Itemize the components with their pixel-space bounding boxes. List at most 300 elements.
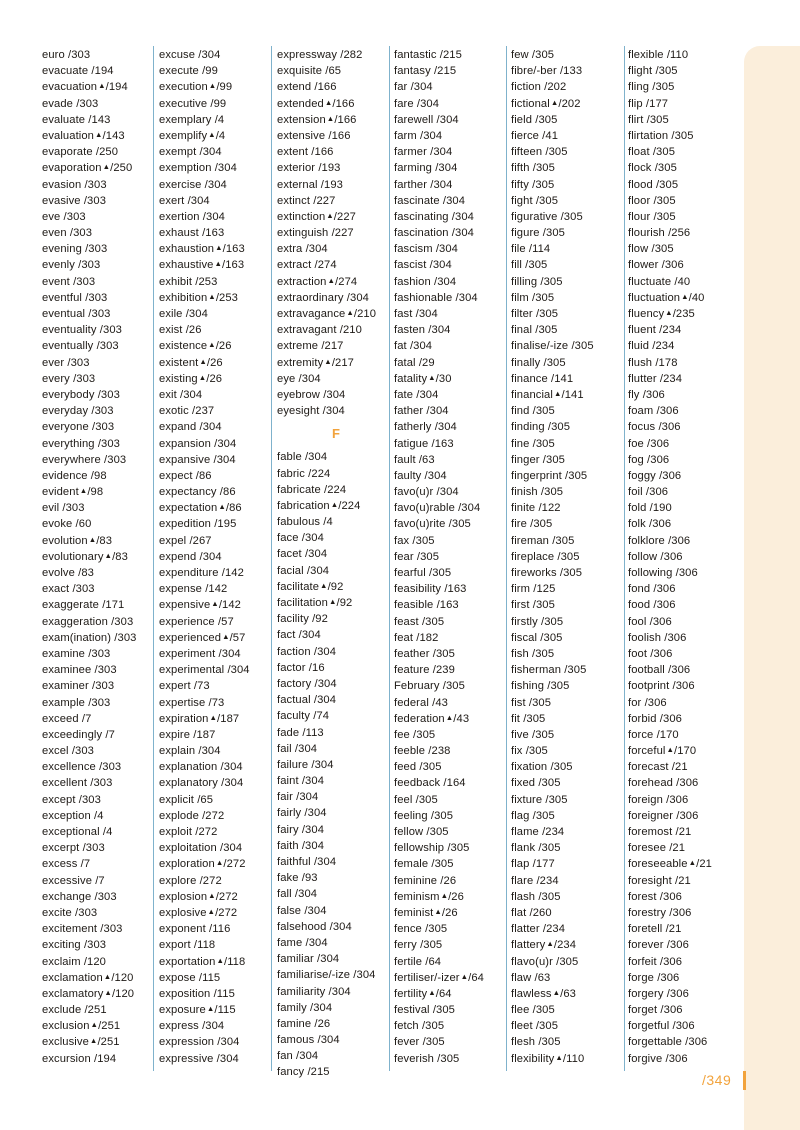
- index-entry: evaporation▲/250: [42, 162, 133, 175]
- index-entry: existent▲/26: [159, 356, 223, 369]
- derivative-marker-icon: ▲: [553, 388, 562, 398]
- index-entry: foremost /21: [628, 826, 692, 838]
- index-entry: examine /303: [42, 647, 111, 660]
- index-entry: farmer /304: [394, 146, 453, 159]
- index-entry: excite /303: [42, 906, 98, 919]
- index-entry: faculty /74: [277, 710, 330, 723]
- index-entry: flee /305: [511, 1004, 555, 1017]
- derivative-marker-icon: ▲: [326, 113, 335, 123]
- index-entry: food /306: [628, 599, 676, 612]
- index-entry: factor /16: [277, 661, 325, 674]
- index-entry: feed /305: [394, 761, 442, 774]
- index-entry: expiration▲/187: [159, 712, 240, 725]
- index-entry: excellent /303: [42, 777, 113, 790]
- index-entry: excitement /303: [42, 923, 123, 936]
- index-entry: fine /305: [511, 437, 555, 450]
- index-entry: flexible /110: [628, 49, 689, 61]
- index-entry: expert /73: [159, 680, 210, 693]
- index-entry: faulty /304: [394, 469, 447, 482]
- index-entry: expenditure /142: [159, 567, 244, 579]
- index-entry: fantastic /215: [394, 49, 462, 61]
- index-entry: fascism /304: [394, 243, 458, 256]
- index-entry: for /306: [628, 696, 667, 709]
- index-entry: foolish /306: [628, 631, 687, 644]
- index-entry: fiction /202: [511, 81, 567, 94]
- index-entry: fiscal /305: [511, 631, 563, 644]
- index-entry: foreigner /306: [628, 809, 699, 822]
- index-entry: figurative /305: [511, 210, 583, 223]
- index-entry: feather /305: [394, 647, 455, 660]
- index-entry: father /304: [394, 405, 449, 418]
- derivative-marker-icon: ▲: [215, 243, 223, 253]
- index-entry: fertility▲/64: [394, 987, 452, 1000]
- index-entry: fishing /305: [511, 680, 570, 693]
- index-entry: foreign /306: [628, 793, 689, 806]
- index-entry: fifth /305: [511, 162, 555, 175]
- derivative-marker-icon: ▲: [320, 580, 328, 590]
- derivative-marker-icon: ▲: [665, 308, 673, 317]
- derivative-marker-icon: ▲: [207, 906, 216, 916]
- index-entry: fluctuation▲/40: [628, 291, 705, 304]
- index-entry: exploration▲/272: [159, 858, 246, 871]
- index-entry: expertise /73: [159, 696, 225, 709]
- index-entry: evasive /303: [42, 194, 107, 207]
- index-entry: final /305: [511, 324, 558, 337]
- index-entry: fascination /304: [394, 227, 474, 240]
- index-entry: fond /306: [628, 583, 676, 596]
- index-entry: fight /305: [511, 194, 559, 207]
- index-entry: exam(ination) /303: [42, 631, 137, 644]
- index-entry: fly /306: [628, 388, 665, 401]
- derivative-marker-icon: ▲: [214, 259, 223, 269]
- derivative-marker-icon: ▲: [328, 597, 337, 606]
- index-entry: eventuality /303: [42, 324, 122, 337]
- index-entry: fair /304: [277, 791, 319, 804]
- section-letter: F: [332, 426, 340, 442]
- index-entry: footprint /306: [628, 680, 695, 693]
- index-entry: fold /190: [628, 502, 672, 515]
- index-entry: foreseeable▲/21: [628, 858, 712, 871]
- index-entry: factory /304: [277, 677, 337, 690]
- index-entry: flag /305: [511, 809, 555, 822]
- index-entry: feminist▲/26: [394, 906, 458, 919]
- index-entry: ever /303: [42, 356, 90, 369]
- index-entry: federal /43: [394, 696, 448, 709]
- index-entry: expel /267: [159, 534, 212, 547]
- index-entry: fluid /234: [628, 340, 675, 353]
- index-entry: flaw /63: [511, 971, 551, 984]
- index-entry: float /305: [628, 146, 676, 159]
- index-entry: familiarity /304: [277, 985, 351, 998]
- index-entry: extra /304: [277, 243, 328, 256]
- derivative-marker-icon: ▲: [218, 502, 226, 512]
- index-entry: execution▲/99: [159, 81, 233, 94]
- index-entry: fancy /215: [277, 1066, 330, 1079]
- index-entry: foot /306: [628, 647, 673, 660]
- index-entry: extinction▲/227: [277, 210, 356, 223]
- index-entry: eyebrow /304: [277, 388, 346, 401]
- derivative-marker-icon: ▲: [208, 129, 216, 139]
- index-entry: finite /122: [511, 502, 561, 515]
- index-entry: female /305: [394, 858, 454, 871]
- index-entry: expense /142: [159, 583, 228, 596]
- derivative-marker-icon: ▲: [681, 291, 689, 301]
- index-entry: eye /304: [277, 372, 321, 385]
- index-entry: exclusion▲/251: [42, 1020, 121, 1033]
- index-entry: exponent /116: [159, 923, 231, 936]
- index-entry: finalise/-ize /305: [511, 340, 594, 353]
- index-entry: exposition /115: [159, 987, 235, 1000]
- index-entry: forceful▲/170: [628, 745, 697, 758]
- index-entry: file /114: [511, 243, 551, 256]
- index-entry: everyday /303: [42, 405, 114, 418]
- index-entry: fame /304: [277, 936, 328, 949]
- index-entry: facet /304: [277, 548, 328, 561]
- index-entry: fear /305: [394, 550, 440, 563]
- index-entry: fan /304: [277, 1050, 319, 1063]
- index-entry: everything /303: [42, 437, 120, 450]
- index-entry: exceedingly /7: [42, 728, 115, 741]
- index-entry: falsehood /304: [277, 920, 352, 933]
- index-entry: fee /305: [394, 728, 436, 741]
- derivative-marker-icon: ▲: [222, 631, 230, 641]
- index-entry: existence▲/26: [159, 340, 232, 353]
- index-entry: familiarise/-ize /304: [277, 969, 376, 982]
- index-entry: forfeit /306: [628, 955, 683, 968]
- index-entry: fascist /304: [394, 259, 452, 272]
- index-entry: faint /304: [277, 775, 325, 788]
- index-entry: fling /305: [628, 81, 675, 94]
- index-entry: exhibit /253: [159, 275, 218, 288]
- index-entry: evenly /303: [42, 259, 101, 272]
- index-entry: fascinate /304: [394, 194, 466, 207]
- index-entry: expressive /304: [159, 1052, 239, 1065]
- index-entry: expansive /304: [159, 453, 236, 466]
- index-entry: evolutionary▲/83: [42, 550, 128, 563]
- derivative-marker-icon: ▲: [209, 712, 218, 722]
- derivative-marker-icon: ▲: [346, 308, 354, 317]
- index-entry: extent /166: [277, 146, 334, 159]
- index-entry: forget /306: [628, 1004, 683, 1017]
- index-entry: fabrication▲/224: [277, 499, 361, 512]
- index-entry: exportation▲/118: [159, 955, 246, 968]
- derivative-marker-icon: ▲: [98, 81, 106, 91]
- index-entry: everybody /303: [42, 388, 120, 401]
- index-entry: few /305: [511, 49, 555, 61]
- index-entry: fertiliser/-izer▲/64: [394, 971, 485, 984]
- index-entry: external /193: [277, 178, 343, 191]
- index-entry: expend /304: [159, 550, 222, 563]
- index-entry: face /304: [277, 532, 324, 545]
- index-entry: flip /177: [628, 97, 669, 110]
- index-entry: false /304: [277, 904, 327, 917]
- index-entry: feeling /305: [394, 809, 454, 822]
- derivative-marker-icon: ▲: [552, 987, 561, 997]
- derivative-marker-icon: ▲: [688, 858, 697, 868]
- index-entry: express /304: [159, 1020, 225, 1033]
- index-entry: fat /304: [394, 340, 433, 353]
- index-entry: examinee /303: [42, 664, 117, 677]
- index-entry: finally /305: [511, 356, 566, 369]
- index-entry: eve /303: [42, 210, 86, 223]
- index-entry: exempt /304: [159, 146, 222, 159]
- index-entry: five /305: [511, 728, 555, 741]
- index-entry: fit /305: [511, 712, 546, 725]
- index-entry: flatter /234: [511, 923, 566, 936]
- index-entry: feverish /305: [394, 1052, 460, 1065]
- index-entry: fate /304: [394, 388, 439, 401]
- index-entry: farewell /304: [394, 113, 459, 126]
- derivative-marker-icon: ▲: [445, 712, 454, 722]
- index-entry: eventually /303: [42, 340, 119, 353]
- index-entry: fluent /234: [628, 324, 682, 337]
- index-entry: feedback /164: [394, 777, 466, 790]
- index-entry: forgetful /306: [628, 1020, 695, 1033]
- index-entry: fifteen /305: [511, 146, 568, 159]
- index-entry: flock /305: [628, 162, 677, 175]
- index-entry: flourish /256: [628, 227, 691, 240]
- index-entry: except /303: [42, 793, 101, 806]
- index-entry: firstly /305: [511, 615, 564, 628]
- index-entry: feat /182: [394, 631, 439, 644]
- index-entry: foil /306: [628, 486, 669, 499]
- index-entry: event /303: [42, 275, 96, 288]
- index-entry: fable /304: [277, 451, 328, 464]
- derivative-marker-icon: ▲: [216, 955, 224, 965]
- index-entry: fare /304: [394, 97, 440, 110]
- index-entry: favo(u)r /304: [394, 486, 459, 499]
- index-entry: fire /305: [511, 518, 553, 531]
- index-entry: expectancy /86: [159, 486, 236, 499]
- derivative-marker-icon: ▲: [88, 534, 97, 544]
- index-entry: exception /4: [42, 809, 104, 822]
- index-entry: flexibility▲/110: [511, 1052, 585, 1065]
- index-entry: extreme /217: [277, 340, 344, 353]
- index-entry: familiar /304: [277, 953, 340, 966]
- index-entry: experimental /304: [159, 664, 250, 677]
- index-entry: experienced▲/57: [159, 631, 246, 644]
- index-entry: finger /305: [511, 453, 565, 466]
- index-entry: fist /305: [511, 696, 552, 709]
- index-entry: flame /234: [511, 826, 565, 838]
- index-entry: extract /274: [277, 259, 337, 272]
- index-column-5: [511, 47, 629, 1067]
- index-entry: executive /99: [159, 97, 227, 110]
- index-entry: exotic /237: [159, 405, 215, 418]
- index-entry: factual /304: [277, 694, 337, 707]
- index-entry: farming /304: [394, 162, 458, 175]
- index-entry: federation▲/43: [394, 712, 470, 725]
- index-entry: extraordinary /304: [277, 291, 369, 304]
- index-entry: fever /305: [394, 1036, 445, 1049]
- index-entry: fool /306: [628, 615, 672, 628]
- index-entry: fetch /305: [394, 1020, 445, 1033]
- index-entry: forbid /306: [628, 712, 682, 725]
- page-number: /349: [702, 1072, 732, 1088]
- index-entry: fatal /29: [394, 356, 435, 369]
- index-entry: find /305: [511, 405, 555, 418]
- index-entry: exclamation▲/120: [42, 971, 134, 984]
- index-entry: flare /234: [511, 874, 559, 887]
- index-entry: expedition /195: [159, 518, 237, 531]
- index-entry: faith /304: [277, 839, 325, 852]
- index-entry: follow /306: [628, 550, 683, 563]
- index-entry: exemption /304: [159, 162, 237, 175]
- index-entry: evolve /83: [42, 567, 94, 579]
- index-entry: exclude /251: [42, 1004, 107, 1017]
- index-entry: exhaust /163: [159, 227, 225, 240]
- index-entry: forecast /21: [628, 761, 688, 774]
- index-entry: exert /304: [159, 194, 210, 207]
- derivative-marker-icon: ▲: [460, 971, 469, 981]
- index-entry: exclaim /120: [42, 955, 107, 968]
- index-entry: forgive /306: [628, 1052, 688, 1065]
- index-entry: evaluate /143: [42, 113, 111, 126]
- index-entry: feature /239: [394, 664, 455, 677]
- index-entry: exhaustive▲/163: [159, 259, 245, 272]
- index-entry: every /303: [42, 372, 96, 385]
- index-entry: facial /304: [277, 564, 330, 577]
- index-entry: finding /305: [511, 421, 571, 434]
- index-entry: existing▲/26: [159, 372, 223, 385]
- index-entry: famous /304: [277, 1034, 340, 1047]
- derivative-marker-icon: ▲: [324, 97, 333, 107]
- index-entry: fixation /305: [511, 761, 573, 774]
- index-entry: fake /93: [277, 872, 318, 885]
- index-entry: fashion /304: [394, 275, 457, 288]
- index-entry: floor /305: [628, 194, 676, 207]
- index-entry: extensive /166: [277, 129, 351, 142]
- index-entry: flirtation /305: [628, 129, 694, 142]
- index-entry: first /305: [511, 599, 555, 612]
- derivative-marker-icon: ▲: [90, 1020, 99, 1030]
- derivative-marker-icon: ▲: [79, 486, 88, 496]
- index-entry: forge /306: [628, 971, 680, 984]
- index-entry: fireworks /305: [511, 567, 583, 579]
- index-entry: folklore /306: [628, 534, 691, 547]
- index-entry: excessive /7: [42, 874, 105, 887]
- index-entry: forgettable /306: [628, 1036, 708, 1049]
- index-entry: forest /306: [628, 890, 682, 903]
- index-entry: evening /303: [42, 243, 108, 256]
- derivative-marker-icon: ▲: [326, 210, 334, 220]
- derivative-marker-icon: ▲: [215, 858, 224, 868]
- index-entry: feasible /163: [394, 599, 459, 612]
- index-entry: fog /306: [628, 453, 670, 466]
- index-entry: fierce /41: [511, 129, 559, 142]
- index-entry: forehead /306: [628, 777, 699, 790]
- index-entry: excursion /194: [42, 1052, 117, 1065]
- index-entry: exceptional /4: [42, 826, 113, 838]
- index-entry: flattery▲/234: [511, 939, 577, 952]
- derivative-marker-icon: ▲: [330, 499, 339, 509]
- index-column-4: [394, 47, 512, 1067]
- index-entry: flour /305: [628, 210, 676, 223]
- index-entry: expression /304: [159, 1036, 240, 1049]
- index-entry: expressway /282: [277, 49, 363, 61]
- derivative-marker-icon: ▲: [434, 906, 442, 916]
- index-entry: finish /305: [511, 486, 564, 499]
- index-entry: facility /92: [277, 613, 328, 626]
- index-entry: February /305: [394, 680, 465, 693]
- index-entry: fabric /224: [277, 467, 331, 480]
- index-entry: extinguish /227: [277, 227, 354, 240]
- index-entry: festival /305: [394, 1004, 456, 1017]
- index-entry: flirt /305: [628, 113, 669, 126]
- index-entry: fabricate /224: [277, 483, 347, 496]
- derivative-marker-icon: ▲: [199, 356, 207, 366]
- index-entry: foggy /306: [628, 469, 682, 482]
- index-entry: feel /305: [394, 793, 438, 806]
- index-entry: fifty /305: [511, 178, 555, 191]
- index-entry: evaporate /250: [42, 146, 119, 159]
- index-entry: evacuate /194: [42, 65, 114, 78]
- index-entry: explanatory /304: [159, 777, 244, 790]
- index-entry: flavo(u)r /305: [511, 955, 579, 968]
- index-entry: exertion /304: [159, 210, 225, 223]
- index-entry: explicit /65: [159, 793, 214, 806]
- index-entry: exile /304: [159, 308, 208, 320]
- index-entry: film /305: [511, 291, 555, 304]
- derivative-marker-icon: ▲: [208, 340, 216, 350]
- index-entry: expectation▲/86: [159, 502, 242, 515]
- index-entry: experiment /304: [159, 647, 241, 660]
- index-entry: excerpt /303: [42, 842, 105, 855]
- page-edge-tab: [744, 46, 800, 1130]
- index-entry: feasibility /163: [394, 583, 467, 596]
- index-entry: execute /99: [159, 65, 218, 78]
- derivative-marker-icon: ▲: [95, 129, 103, 139]
- index-entry: fairly /304: [277, 807, 327, 820]
- index-entry: evasion /303: [42, 178, 107, 191]
- index-entry: expire /187: [159, 728, 216, 741]
- index-entry: flood /305: [628, 178, 679, 191]
- index-entry: facilitate▲/92: [277, 580, 344, 593]
- index-entry: explanation /304: [159, 761, 243, 774]
- index-entry: folk /306: [628, 518, 672, 531]
- index-entry: evident▲/98: [42, 486, 104, 499]
- index-entry: flush /178: [628, 356, 678, 369]
- index-entry: fence /305: [394, 923, 448, 936]
- index-entry: fix /305: [511, 745, 548, 758]
- index-entry: foresee /21: [628, 842, 686, 855]
- derivative-marker-icon: ▲: [428, 372, 436, 382]
- index-entry: fireman /305: [511, 534, 575, 547]
- index-entry: feminism▲/26: [394, 890, 464, 903]
- index-entry: force /170: [628, 728, 679, 741]
- index-entry: fingerprint /305: [511, 469, 588, 482]
- derivative-marker-icon: ▲: [428, 987, 436, 997]
- index-entry: exhibition▲/253: [159, 291, 238, 304]
- index-entry: exquisite /65: [277, 65, 342, 78]
- index-entry: fixed /305: [511, 777, 561, 790]
- derivative-marker-icon: ▲: [104, 987, 112, 997]
- index-entry: excel /303: [42, 745, 94, 758]
- index-entry: extravagant /210: [277, 324, 362, 337]
- index-entry: farther /304: [394, 178, 453, 191]
- index-entry: exact /303: [42, 583, 95, 596]
- index-entry: explode /272: [159, 809, 225, 822]
- index-entry: fleet /305: [511, 1020, 559, 1033]
- index-entry: everyone /303: [42, 421, 115, 434]
- index-entry: explosive▲/272: [159, 906, 238, 919]
- index-entry: fantasy /215: [394, 65, 457, 78]
- index-entry: exaggerate /171: [42, 599, 125, 612]
- index-entry: fluency▲/235: [628, 308, 695, 320]
- derivative-marker-icon: ▲: [206, 1004, 215, 1014]
- index-entry: extraction▲/274: [277, 275, 358, 288]
- index-entry: fairy /304: [277, 823, 325, 836]
